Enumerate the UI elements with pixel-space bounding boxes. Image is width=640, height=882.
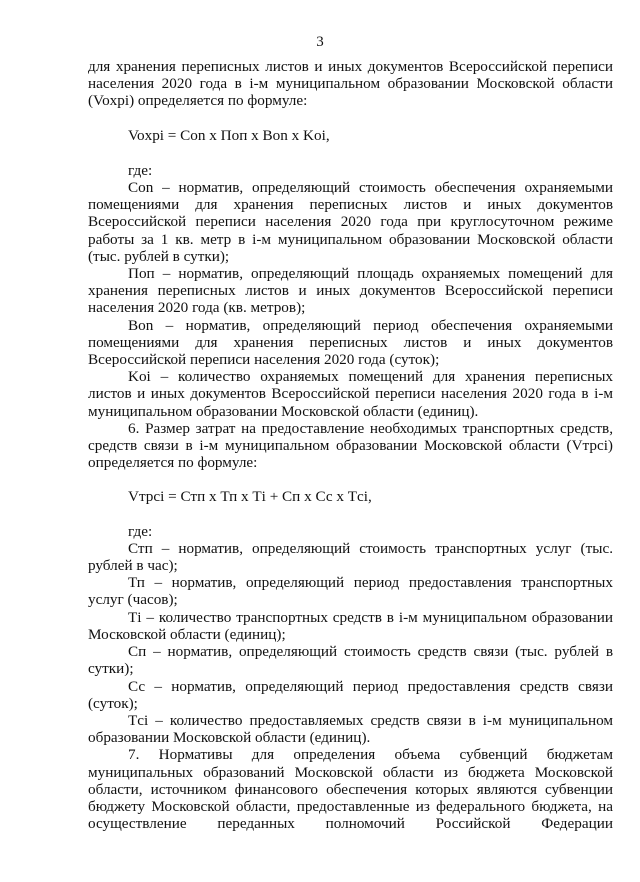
definition-tp: Тп – норматив, определяющий период предоставления транспортных услуг (часов); bbox=[88, 574, 613, 609]
definition-pop: Поп – норматив, определяющий площадь охраняемых помещений для хранения переписных листов и иных документов Всероссийской переписи населения 2020 года (кв. метров); bbox=[88, 265, 613, 317]
section-7: 7. Нормативы для определения объема субвенций бюджетам муниципальных образований Московской области из бюджета Московской области, источником финансового обеспечения которых являются субвенции бюджету Московской области, предоставленные из федерального бюджета, на осуществление переданных полномочий Российской Федерации bbox=[88, 746, 613, 833]
section-6: 6. Размер затрат на предоставление необходимых транспортных средств, средств связи в i-м муниципальном образовании Московской области (Vтрci) определяется по формуле: bbox=[88, 419, 613, 472]
paragraph-intro: для хранения переписных листов и иных документов Всероссийской переписи населения 2020 года в i-м муниципальном образовании Московской области (Voxpi) определяется по формуле: bbox=[88, 58, 613, 110]
definition-ss: Сс – норматив, определяющий период предоставления средств связи (суток); bbox=[88, 677, 613, 712]
definition-koi: Koi – количество охраняемых помещений для хранения переписных листов и иных документов Всероссийской переписи населения 2020 года в i-м муниципальном образовании Московской области (единиц). bbox=[88, 368, 613, 420]
definition-con: Con – норматив, определяющий стоимость обеспечения охраняемыми помещениями для хранения переписных листов и иных документов Всероссийской переписи населения 2020 года при круглосуточном режиме работы за 1 кв. метр в i-м муниципальном образовании Московской области (тыс. рублей в сутки); bbox=[88, 179, 613, 265]
page-number: 3 bbox=[316, 34, 324, 50]
formula-voxp: Voxpi = Con x Поп x Bon x Koi, bbox=[128, 126, 330, 144]
definition-sp: Сп – норматив, определяющий стоимость средств связи (тыс. рублей в сутки); bbox=[88, 643, 613, 678]
where-label: где: bbox=[128, 161, 153, 179]
definition-bon: Bon – норматив, определяющий период обеспечения охраняемыми помещениями для хранения переписных листов и иных документов Всероссийской переписи населения 2020 года (суток); bbox=[88, 316, 613, 369]
where-label-2: где: bbox=[128, 522, 153, 540]
formula-vtrc: Vтрci = Стп x Тп x Тi + Сп x Сс x Тci, bbox=[128, 488, 372, 506]
definition-ti: Тi – количество транспортных средств в i-м муниципальном образовании Московской области (единиц); bbox=[88, 608, 613, 643]
definition-stp: Стп – норматив, определяющий стоимость транспортных услуг (тыс. рублей в час); bbox=[88, 539, 613, 575]
document-body bbox=[88, 58, 613, 832]
definition-tci: Тci – количество предоставляемых средств связи в i-м муниципальном образовании Московской области (единиц). bbox=[88, 711, 613, 747]
